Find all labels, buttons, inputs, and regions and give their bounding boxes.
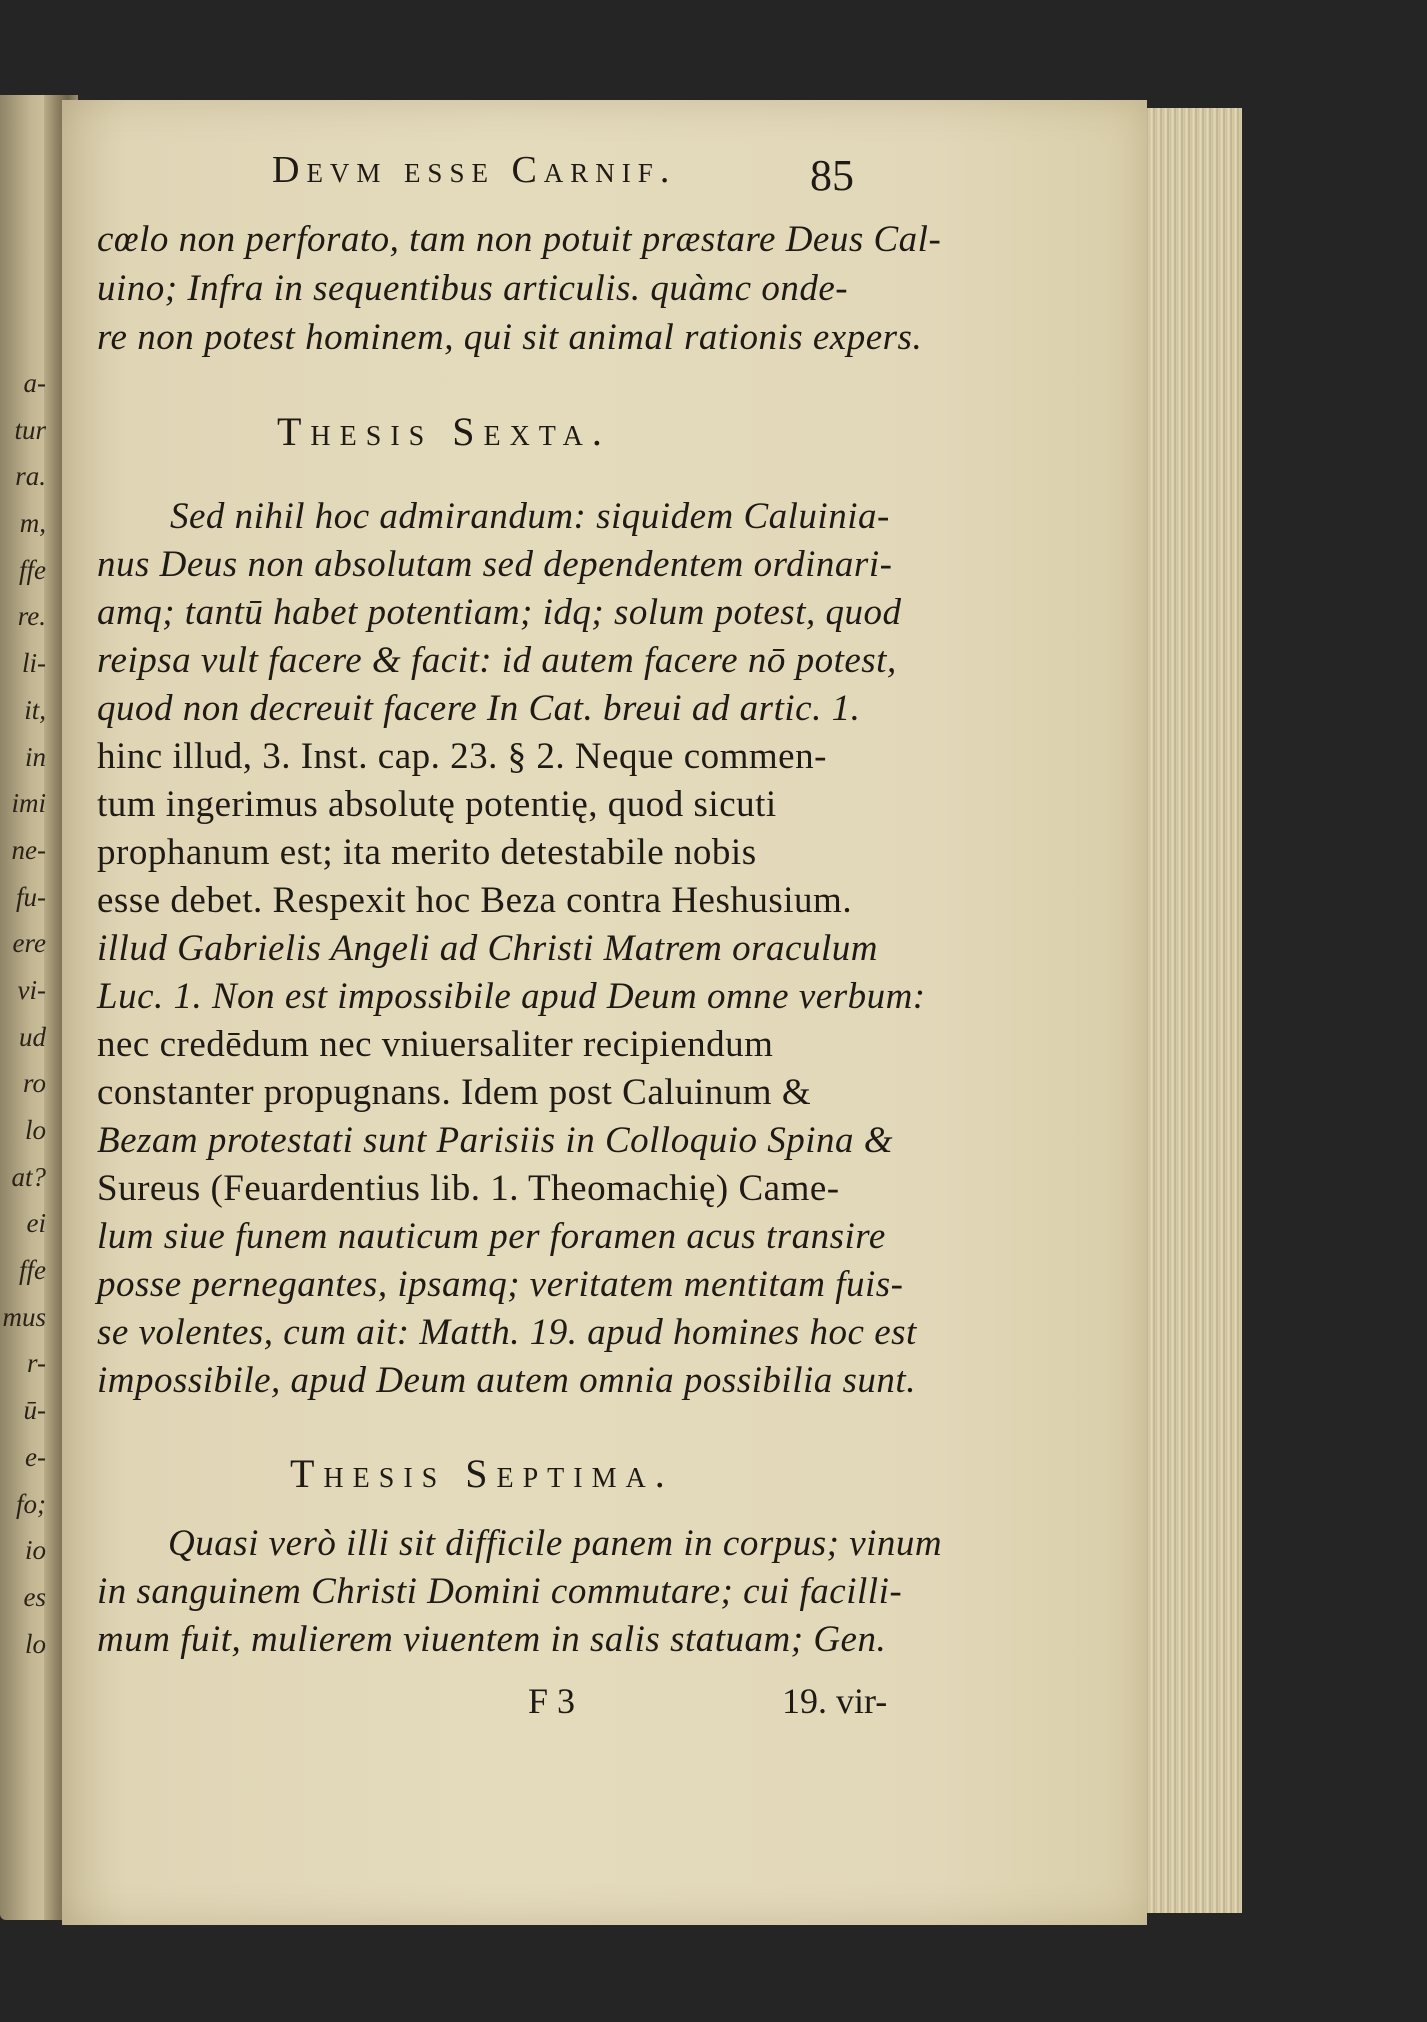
text-line: Luc. 1. Non est impossibile apud Deum omne verbum: xyxy=(97,976,926,1017)
edge-fragment: ffe xyxy=(19,1255,46,1286)
edge-fragment: m, xyxy=(19,508,46,539)
text-line: se volentes, cum ait: Matth. 19. apud homines hoc est xyxy=(97,1312,917,1353)
edge-fragment: r- xyxy=(27,1348,46,1379)
text-line: cœlo non perforato, tam non potuit præstare Deus Cal- xyxy=(97,219,942,260)
edge-fragment: in xyxy=(24,741,46,772)
section-heading: Thesis Septima. xyxy=(290,1451,674,1496)
edge-fragment: ū- xyxy=(23,1395,46,1426)
edge-fragment: mus xyxy=(2,1301,46,1332)
text-line: esse debet. Respexit hoc Beza contra Heshusium. xyxy=(97,880,853,921)
edge-fragment: es xyxy=(23,1581,46,1612)
edge-fragment: ro xyxy=(22,1068,46,1099)
text-line: nec credēdum nec vniuersaliter recipiendum xyxy=(97,1024,774,1065)
text-line: reipsa vult facere & facit: id autem facere nō potest, xyxy=(97,640,897,681)
edge-fragment: vi- xyxy=(17,974,46,1005)
section-heading: Thesis Sexta. xyxy=(277,409,611,454)
text-line: prophanum est; ita merito detestabile nobis xyxy=(97,832,757,873)
edge-fragment: ei xyxy=(26,1208,46,1239)
text-line: quod non decreuit facere In Cat. breui ad artic. 1. xyxy=(97,688,861,729)
edge-fragment: fu- xyxy=(16,881,46,912)
edge-fragment: a- xyxy=(23,368,46,398)
edge-fragment: lo xyxy=(24,1115,46,1145)
text-line: illud Gabrielis Angeli ad Christi Matrem oraculum xyxy=(97,928,878,969)
text-line: in sanguinem Christi Domini commutare; cui facilli- xyxy=(97,1571,903,1612)
edge-fragment: tur xyxy=(14,414,46,445)
text-line: constanter propugnans. Idem post Caluinum & xyxy=(97,1072,812,1113)
text-line: posse pernegantes, ipsamq; veritatem mentitam fuis- xyxy=(97,1264,904,1305)
text-line: Sureus (Feuardentius lib. 1. Theomachię) Came- xyxy=(97,1168,840,1209)
text-line: mum fuit, mulierem viuentem in salis statuam; Gen. xyxy=(97,1619,887,1660)
edge-fragment: fo; xyxy=(16,1488,46,1519)
edge-fragment: at? xyxy=(11,1161,46,1192)
edge-fragment: ra. xyxy=(15,461,46,492)
edge-fragment: ne- xyxy=(11,834,46,865)
text-line: lum siue funem nauticum per foramen acus transire xyxy=(97,1216,886,1257)
edge-fragment: ffe xyxy=(19,554,46,585)
edge-fragment: imi xyxy=(11,788,46,819)
edge-fragment: li- xyxy=(22,648,46,679)
page-number: 85 xyxy=(810,151,854,200)
edge-fragment: ud xyxy=(19,1021,46,1052)
text-line: Sed nihil hoc admirandum: siquidem Caluinia- xyxy=(170,496,890,537)
edge-fragment: e- xyxy=(25,1441,46,1472)
text-line: amq; tantū habet potentiam; idq; solum potest, quod xyxy=(97,592,902,633)
signature-mark: F 3 xyxy=(528,1681,576,1721)
edge-fragment: it, xyxy=(24,694,46,725)
text-line: nus Deus non absolutam sed dependentem ordinari- xyxy=(97,544,893,585)
text-line: hinc illud, 3. Inst. cap. 23. § 2. Neque commen- xyxy=(97,736,827,777)
text-line: tum ingerimus absolutę potentię, quod sicuti xyxy=(97,784,777,825)
text-line: re non potest hominem, qui sit animal rationis expers. xyxy=(97,317,923,358)
edge-fragment: lo xyxy=(24,1628,46,1659)
text-line: Quasi verò illi sit difficile panem in corpus; vinum xyxy=(168,1523,943,1564)
edge-fragment: io xyxy=(24,1535,46,1566)
catchword: 19. vir- xyxy=(782,1681,888,1721)
text-line: uino; Infra in sequentibus articulis. quàmc onde- xyxy=(97,268,849,309)
text-line: Bezam protestati sunt Parisiis in Colloquio Spina & xyxy=(97,1120,894,1161)
running-title: Devm esse Carnif. xyxy=(272,149,677,191)
edge-fragment: ere xyxy=(12,928,46,959)
edge-fragment: re. xyxy=(17,601,46,632)
text-line: impossibile, apud Deum autem omnia possibilia sunt. xyxy=(97,1360,916,1401)
